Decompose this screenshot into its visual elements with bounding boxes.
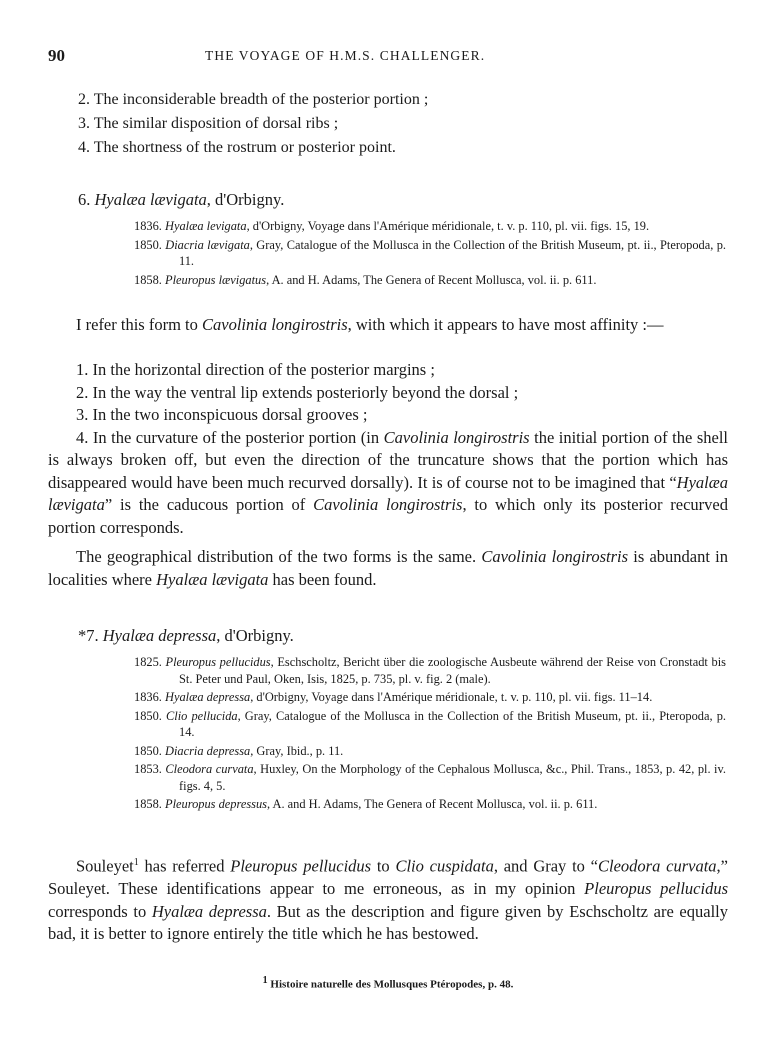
synonym-entry bbox=[134, 218, 726, 235]
species-number: *7. bbox=[78, 626, 99, 645]
species-name: Hyalæa depressa bbox=[102, 626, 217, 645]
body-paragraph: Souleyet$^1$ has referred Pleuropus pellucidus to Clio cuspidata, and Gray to “Cleodora curvata,” Souleyet. These identifications appear to me erroneous, as in my opinion Pleuropus pellucidus corresponds to Hyalæa depressa. But as the description and figure given by Eschscholtz are equally bad, it is better to ignore entirely the title which he has bestowed. bbox=[48, 856, 728, 943]
synonym-year: 1825. bbox=[134, 655, 162, 669]
synonym-year: 1850. bbox=[134, 708, 162, 723]
footnote bbox=[0, 975, 776, 991]
page-number: 90 bbox=[48, 46, 65, 65]
synonym-text: , Gray, Catalogue of the Mollusca in the Collection of the British Museum, pt. ii., Pteropoda, p. 11. bbox=[179, 237, 726, 268]
synonym-name: Hyalæa levigata bbox=[165, 219, 247, 233]
synonym-year: 1853. bbox=[134, 762, 162, 776]
species-6-heading bbox=[78, 190, 284, 210]
synonym-text: , Gray, Catalogue of the Mollusca in the Collection of the British Museum, pt. ii., Pteropoda, p. 14. bbox=[179, 708, 726, 739]
footnote-ref: 1 bbox=[133, 857, 139, 868]
synonym-text: , d'Orbigny, Voyage dans l'Amérique méridionale, t. v. p. 110, pl. vii. figs. 11–14. bbox=[250, 690, 653, 704]
synonym-entry bbox=[134, 237, 726, 270]
list-item: 2. In the way the ventral lip extends posteriorly beyond the dorsal ; bbox=[76, 382, 519, 402]
synonym-entry bbox=[134, 796, 726, 813]
body-paragraph: I refer this form to Cavolinia longirostris, with which it appears to have most affinity :— bbox=[76, 315, 664, 334]
list-item: 3. In the two inconspicuous dorsal grooves ; bbox=[76, 405, 368, 424]
synonym-year: 1858. bbox=[134, 797, 162, 811]
synonym-text: , A. and H. Adams, The Genera of Recent Mollusca, vol. ii. p. 611. bbox=[266, 272, 597, 287]
species-number: 6. bbox=[78, 190, 91, 209]
synonym-text: , Eschscholtz, Bericht über die zoologische Ausbeute während der Reise von Cronstadt bis St. Peter und Paul, Oken, Isis, 1825, p. 735, pl. v. fig. 2 (male). bbox=[179, 655, 726, 686]
synonym-name: Pleuropus lævigatus bbox=[165, 272, 267, 287]
running-title: THE VOYAGE OF H.M.S. CHALLENGER. bbox=[205, 48, 486, 63]
synonym-text: , Gray, Ibid., p. 11. bbox=[250, 743, 344, 758]
synonym-entry bbox=[134, 689, 726, 706]
synonym-year: 1850. bbox=[134, 237, 162, 252]
footnote-text: Histoire naturelle des Mollusques Ptéropodes, p. 48. bbox=[267, 978, 514, 991]
footnote-mark: 1 bbox=[262, 975, 268, 986]
synonym-text: , d'Orbigny, Voyage dans l'Amérique méridionale, t. v. p. 110, pl. vii. figs. 15, 19. bbox=[246, 219, 650, 233]
synonym-text: , A. and H. Adams, The Genera of Recent Mollusca, vol. ii. p. 611. bbox=[267, 797, 598, 811]
synonym-name: Clio pellucida bbox=[166, 708, 238, 723]
list-item: 3. The similar disposition of dorsal ribs ; bbox=[78, 115, 339, 132]
synonym-name: Pleuropus pellucidus bbox=[165, 655, 271, 669]
synonym-entry bbox=[134, 743, 726, 760]
affinity-list bbox=[48, 359, 728, 539]
top-list bbox=[78, 88, 428, 160]
synonym-name: Cleodora curvata bbox=[165, 762, 254, 776]
species-name: Hyalæa lævigata bbox=[94, 190, 207, 209]
synonym-entry bbox=[134, 708, 726, 741]
synonym-text: , Huxley, On the Morphology of the Cephalous Mollusca, &c., Phil. Trans., 1853, p. 42, pl. iv. figs. 4, 5. bbox=[179, 762, 726, 793]
synonym-name: Diacria depressa bbox=[165, 743, 251, 758]
body-paragraph: The geographical distribution of the two forms is the same. Cavolinia longirostris is abundant in localities where Hyalæa lævigata has been found. bbox=[48, 547, 728, 589]
synonym-name: Pleuropus depressus bbox=[165, 797, 267, 811]
list-item: 2. The inconsiderable breadth of the posterior portion ; bbox=[78, 91, 429, 108]
list-item: 4. In the curvature of the posterior portion (in Cavolinia longirostris the initial portion of the shell is always broken off, but even the direction of the truncature shows that the portion which has disappeared would have been much recurved dorsally). It is of course not to be imagined that “Hyalæa lævigata” is the caducous portion of Cavolinia longirostris, to which only its posterior recurved portion corresponds. bbox=[48, 427, 728, 537]
synonym-year: 1858. bbox=[134, 272, 162, 287]
species-6-synonymy bbox=[134, 218, 726, 290]
synonym-entry bbox=[134, 272, 726, 289]
synonym-entry bbox=[134, 654, 726, 687]
synonym-name: Diacria lævigata bbox=[165, 237, 250, 252]
species-7-heading bbox=[78, 626, 294, 646]
species-7-synonymy bbox=[134, 654, 726, 815]
synonym-year: 1836. bbox=[134, 690, 162, 704]
synonym-entry bbox=[134, 761, 726, 794]
species-author: , d'Orbigny. bbox=[216, 626, 294, 645]
list-item: 4. The shortness of the rostrum or posterior point. bbox=[78, 139, 396, 156]
synonym-year: 1836. bbox=[134, 219, 162, 233]
synonym-name: Hyalæa depressa bbox=[165, 690, 251, 704]
synonym-year: 1850. bbox=[134, 743, 162, 758]
list-item: 1. In the horizontal direction of the posterior margins ; bbox=[76, 360, 435, 379]
species-author: , d'Orbigny. bbox=[206, 190, 285, 209]
